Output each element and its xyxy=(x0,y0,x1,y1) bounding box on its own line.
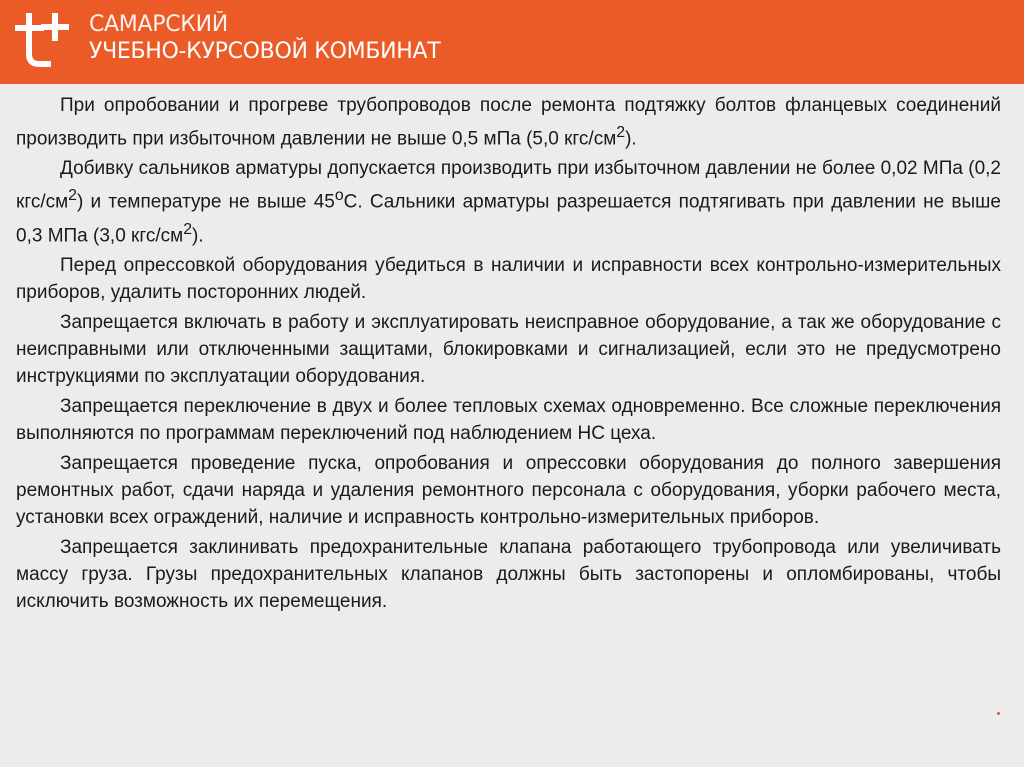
paragraph-text: ) и температуре не выше 45 xyxy=(76,191,335,213)
paragraph-text: При опробовании и прогреве трубопроводов после ремонта подтяжку болтов фланцевых соединений производить при избыточном давлении не выше 0,5 мПа (5,0 кгс/см xyxy=(16,95,1001,150)
paragraph-3: Перед опрессовкой оборудования убедиться в наличии и исправности всех контрольно-измерительных приборов, удалить посторонних людей. xyxy=(16,254,1001,303)
paragraph-text: Добивку сальников арматуры допускается производить при избыточном давлении не более 0,02 МПа (0,2 кгс/см xyxy=(16,158,1001,213)
paragraph-2 xyxy=(16,155,1001,249)
superscript: 2 xyxy=(616,124,626,141)
company-logo-icon xyxy=(14,10,76,72)
decorative-dot xyxy=(997,712,1000,715)
text-block xyxy=(16,92,1001,618)
header-bar xyxy=(0,0,1024,84)
superscript: о xyxy=(334,187,344,205)
superscript: 2 xyxy=(183,220,193,238)
paragraph-4: Запрещается включать в работу и эксплуатировать неисправное оборудование, а так же оборудование с неисправными или отключенными защитами, блокировками и сигнализацией, если это не предусмотрено инструкциями по эксплуатации оборудования. xyxy=(16,311,1001,387)
organization-name-line1: САМАРСКИЙ xyxy=(89,12,228,37)
paragraph-1 xyxy=(16,92,1001,152)
superscript: 2 xyxy=(68,187,77,205)
paragraph-text: ). xyxy=(625,128,637,150)
paragraph-text: С. Сальники арматуры разрешается подтягивать при давлении не выше 0,3 МПа (3,0 кгс/см xyxy=(16,191,1001,246)
organization-name-line2: УЧЕБНО-КУРСОВОЙ КОМБИНАТ xyxy=(89,39,441,64)
paragraph-6: Запрещается проведение пуска, опробования и опрессовки оборудования до полного завершения ремонтных работ, сдачи наряда и удаления ремонтного персонала с оборудования, уборки рабочего места, установки всех ограждений, наличие и исправность контрольно-измерительных приборов. xyxy=(16,452,1001,528)
organization-name xyxy=(89,11,440,65)
paragraph-5: Запрещается переключение в двух и более тепловых схемах одновременно. Все сложные переключения выполняются по программам переключений под наблюдением НС цеха. xyxy=(16,395,1001,444)
paragraph-text: ). xyxy=(192,224,204,246)
paragraph-7: Запрещается заклинивать предохранительные клапана работающего трубопровода или увеличивать массу груза. Грузы предохранительных клапанов должны быть застопорены и опломбированы, чтобы исключить возможность их перемещения. xyxy=(16,536,1001,612)
slide-body xyxy=(0,84,1024,767)
